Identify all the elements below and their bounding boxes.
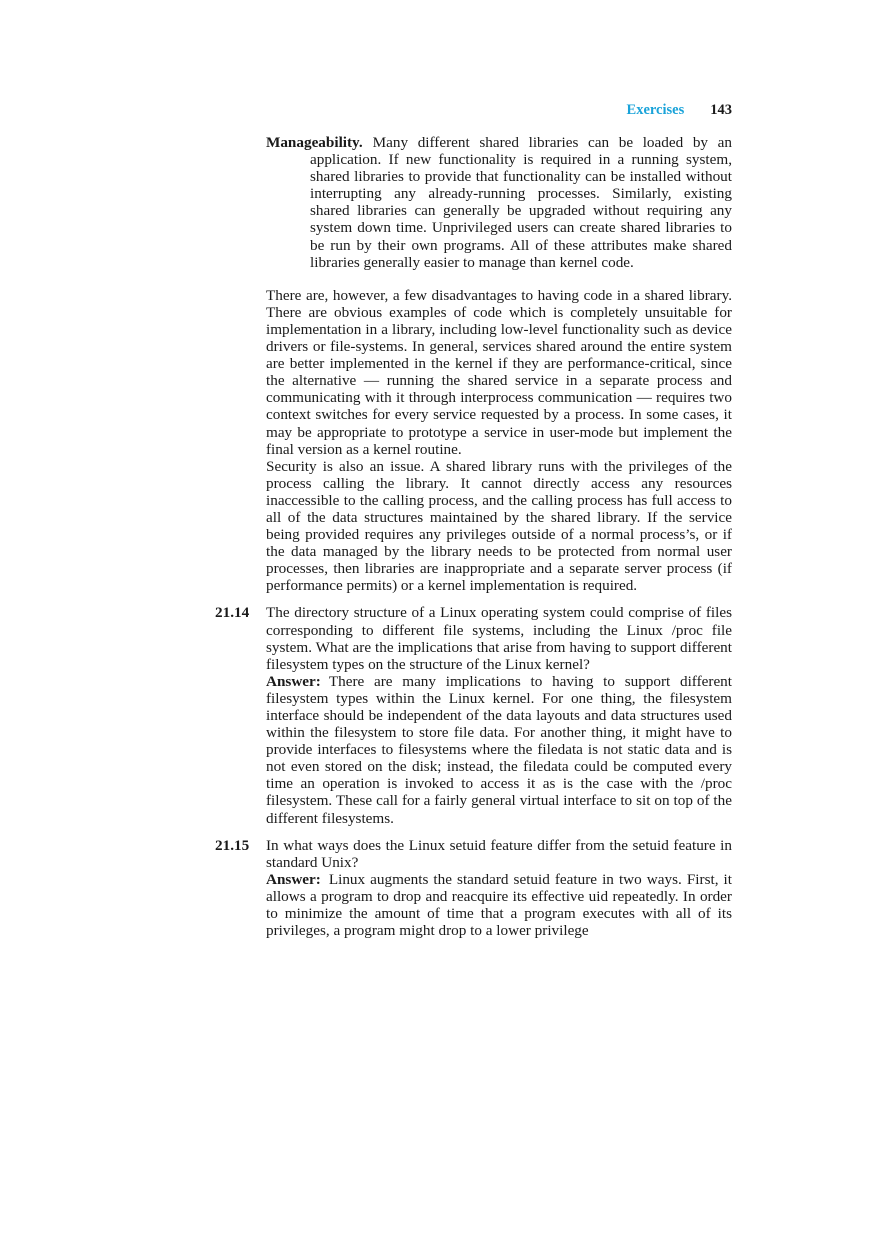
manageability-term: Manageability. [266,134,363,151]
manageability-paragraph [266,134,732,271]
security-paragraph: Security is also an issue. A shared library runs with the privileges of the process calling the library. It cannot directly access any resources inaccessible to the calling process, and the calling process has full access to all of the data structures maintained by the shared library. If the service being provided requires any privileges outside of a normal process’s, or if the data managed by the library needs to be protected from normal user processes, then libraries are inappropriate and a separate server process (if performance permits) or a kernel implementation is required. [266,457,732,595]
exercise-21-15 [215,836,732,940]
exercise-number: 21.15 [215,836,250,854]
answer-text: Linux augments the standard setuid feature in two ways. First, it allows a program to drop and reacquire its effective uid repeatedly. In order to minimize the amount of time that a program executes with all of its privileges, a program might drop to a lower privilege [266,870,732,940]
answer-label: Answer: [266,870,321,888]
running-head [560,100,732,120]
page-number: 143 [710,102,732,118]
exercise-answer [266,871,732,939]
exercise-question: The directory structure of a Linux operating system could comprise of files corresponding to different file systems, including the Linux /proc file system. What are the implications that arise from having to support different filesystem types on the structure of the Linux kernel? [266,604,732,673]
section-title: Exercises [626,102,685,118]
answer-label: Answer: [266,672,321,690]
answer-text: There are many implications to having to support different filesystem types within the Linux kernel. For one thing, the filesystem interface should be independent of the data layouts and data structures used within the filesystem to store file data. For another thing, it might have to provide interfaces to filesystems where the filedata is not static data and is not even stored on the disk; instead, the filedata could be computed every time an operation is invoked to access it as is the case with the /proc filesystem. These call for a fairly general virtual interface to sit on top of the different filesystems. [266,672,732,827]
body-text [215,134,732,940]
exercise-number: 21.14 [215,604,250,622]
manageability-text: Many different shared libraries can be loaded by an application. If new functionality is required in a running system, shared libraries to provide that functionality can be installed without interrupting any already-running processes. Similarly, existing shared libraries can generally be upgraded without requiring any system down time. Unprivileged users can create shared libraries to be run by their own programs. All of these attributes make shared libraries generally easier to manage than kernel code. [310,134,732,271]
disadvantages-paragraph: There are, however, a few disadvantages to having code in a shared library. There are obvious examples of code which is completely unsuitable for implementation in a library, including low-level functionality such as device drivers or file-systems. In general, services shared around the entire system are better implemented in the kernel if they are performance-critical, since the alternative — running the shared service in a separate process and communicating with it through interprocess communication — requires two context switches for every service requested by a process. In some cases, it may be appropriate to prototype a service in user-mode but implement the final version as a kernel routine. [266,286,732,458]
exercise-21-14 [215,604,732,827]
exercise-answer [266,673,732,827]
exercise-question: In what ways does the Linux setuid feature differ from the setuid feature in standard Unix? [266,836,732,871]
